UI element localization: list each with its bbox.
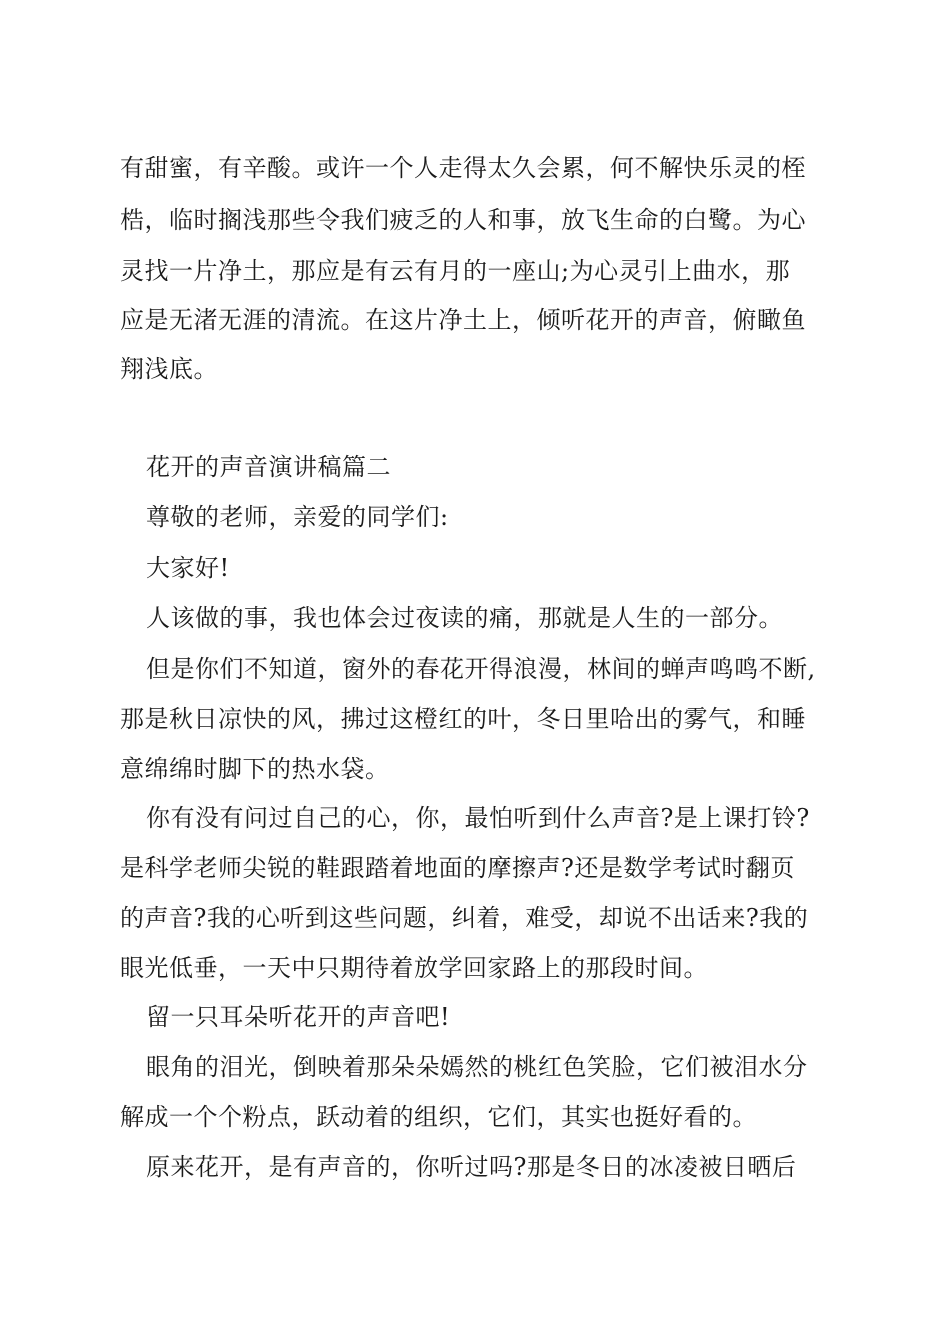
- paragraph-line: 解成一个个粉点，跃动着的组织，它们，其实也挺好看的。: [120, 1103, 757, 1131]
- paragraph-line: 人该做的事，我也体会过夜读的痛，那就是人生的一部分。: [146, 604, 783, 632]
- salutation: 尊敬的老师，亲爱的同学们:: [146, 503, 449, 531]
- paragraph-line: 意绵绵时脚下的热水袋。: [120, 755, 390, 783]
- paragraph-line: 应是无渚无涯的清流。在这片净土上，倾听花开的声音，俯瞰鱼: [120, 306, 806, 334]
- paragraph-line: 那是秋日凉快的风，拂过这橙红的叶，冬日里哈出的雾气，和睡: [120, 705, 806, 733]
- paragraph-line: 但是你们不知道，窗外的春花开得浪漫，林间的蝉声鸣鸣不断,: [146, 655, 816, 683]
- paragraph-line: 梏，临时搁浅那些令我们疲乏的人和事，放飞生命的白鹭。为心: [120, 206, 806, 234]
- paragraph-line: 眼光低垂，一天中只期待着放学回家路上的那段时间。: [120, 954, 708, 982]
- paragraph-line: 原来花开，是有声音的，你听过吗?那是冬日的冰凌被日晒后: [146, 1153, 797, 1181]
- paragraph-line: 留一只耳朵听花开的声音吧!: [146, 1003, 451, 1031]
- paragraph-line: 眼角的泪光，倒映着那朵朵嫣然的桃红色笑脸，它们被泪水分: [146, 1053, 808, 1081]
- paragraph-line: 灵找一片净土，那应是有云有月的一座山;为心灵引上曲水，那: [120, 257, 791, 285]
- paragraph-line: 你有没有问过自己的心，你，最怕听到什么声音?是上课打铃?: [146, 804, 810, 832]
- section-heading: 花开的声音演讲稿篇二: [146, 453, 391, 481]
- paragraph-line: 翔浅底。: [120, 355, 218, 383]
- greeting: 大家好!: [146, 554, 230, 582]
- paragraph-line: 的声音?我的心听到这些问题，纠着，难受，却说不出话来?我的: [120, 904, 809, 932]
- paragraph-line: 有甜蜜，有辛酸。或许一个人走得太久会累，何不解快乐灵的桎: [120, 154, 806, 182]
- paragraph-line: 是科学老师尖锐的鞋跟踏着地面的摩擦声?还是数学考试时翻页: [120, 854, 795, 882]
